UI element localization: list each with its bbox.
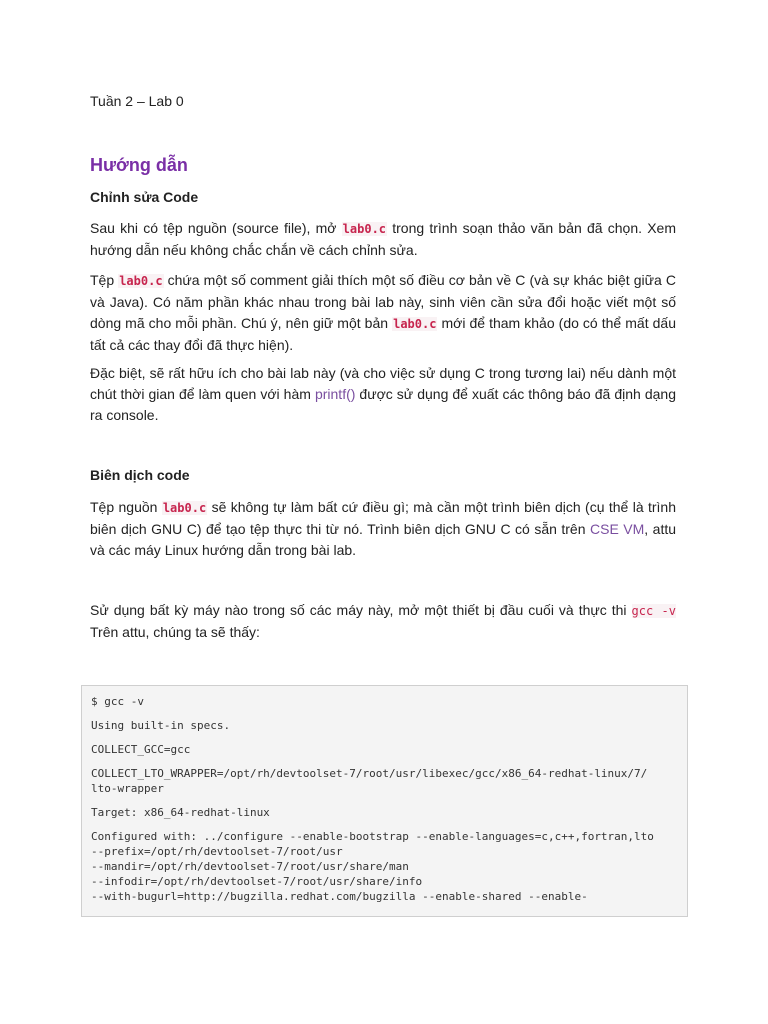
text: Sau khi có tệp nguồn (source file), mở xyxy=(90,220,342,236)
code-line: COLLECT_GCC=gcc xyxy=(91,743,191,756)
paragraph-compiler xyxy=(90,497,676,561)
text: mới để tham khảo (do có thể mất dấu tất cả các thay đổi đã thực hiện). xyxy=(90,315,676,353)
inline-code-filename: lab0.c xyxy=(393,317,437,331)
inline-code-filename: lab0.c xyxy=(162,501,207,515)
text: , attu và các máy Linux hướng dẫn trong bài lab. xyxy=(90,521,677,558)
text: trong trình soạn thảo văn bản đã chọn. Xem hướng dẫn nếu không chắc chắn về cách chỉnh sửa. xyxy=(90,220,677,258)
printf-link[interactable]: printf() xyxy=(314,386,356,402)
document-title: Tuần 2 – Lab 0 xyxy=(90,93,184,109)
code-line: Target: x86_64-redhat-linux xyxy=(91,806,270,819)
code-block xyxy=(81,685,688,917)
text: được sử dụng để xuất các thông báo đã định dạng ra console. xyxy=(90,386,676,423)
paragraph-open-file xyxy=(90,218,676,261)
subheading-edit-code: Chỉnh sửa Code xyxy=(90,189,199,205)
cse-vm-link[interactable]: CSE VM xyxy=(590,521,645,537)
text: chứa một số comment giải thích một số điều cơ bản về C (và sự khác biệt giữa C và Java). Có năm phần khác nhau trong bài lab này, sinh viên cần sửa đổi hoặc viết một số dòng mã cho mỗi phần. Chú ý, nên giữ một bản xyxy=(90,272,676,331)
code-line: $ gcc -v xyxy=(91,695,144,708)
paragraph-printf xyxy=(90,363,676,426)
code-line: Configured with: ../configure --enable-bootstrap --enable-languages=c,c++,fortran,lto --prefix=/opt/rh/devtoolset-7/root/usr --mandir=/opt/rh/devtoolset-7/root/usr/share/man --infodir=/opt/rh/devtoolset-7/root/usr/share/info --with-bugurl=http://bugzilla.redhat.com/bugzilla --enable-shared --enable- xyxy=(91,830,654,903)
text: sẽ không tự làm bất cứ điều gì; mà cần một trình biên dịch (cụ thể là trình biên dịch GNU C) để tạo tệp thực thi từ nó. Trình biên dịch GNU C có sẵn trên xyxy=(90,499,676,537)
text: Tệp nguồn xyxy=(90,499,162,515)
text: Đặc biệt, sẽ rất hữu ích cho bài lab này (và cho việc sử dụng C trong tương lai) nếu dành một chút thời gian để làm quen với hàm xyxy=(90,365,676,402)
paragraph-run-gcc xyxy=(90,600,676,643)
code-line: COLLECT_LTO_WRAPPER=/opt/rh/devtoolset-7/root/usr/libexec/gcc/x86_64-redhat-linux/7/ lto-wrapper xyxy=(91,767,648,795)
text: Trên attu, chúng ta sẽ thấy: xyxy=(90,624,260,640)
subheading-compile-code: Biên dịch code xyxy=(90,467,190,483)
section-heading: Hướng dẫn xyxy=(90,155,188,175)
code-line: Using built-in specs. xyxy=(91,719,231,732)
paragraph-file-contents xyxy=(90,270,676,356)
inline-code-command: gcc -v xyxy=(631,604,676,618)
text: Sử dụng bất kỳ máy nào trong số các máy này, mở một thiết bị đầu cuối và thực thi xyxy=(90,602,632,618)
text: Tệp xyxy=(90,272,119,288)
inline-code-filename: lab0.c xyxy=(342,222,387,236)
inline-code-filename: lab0.c xyxy=(119,274,163,288)
